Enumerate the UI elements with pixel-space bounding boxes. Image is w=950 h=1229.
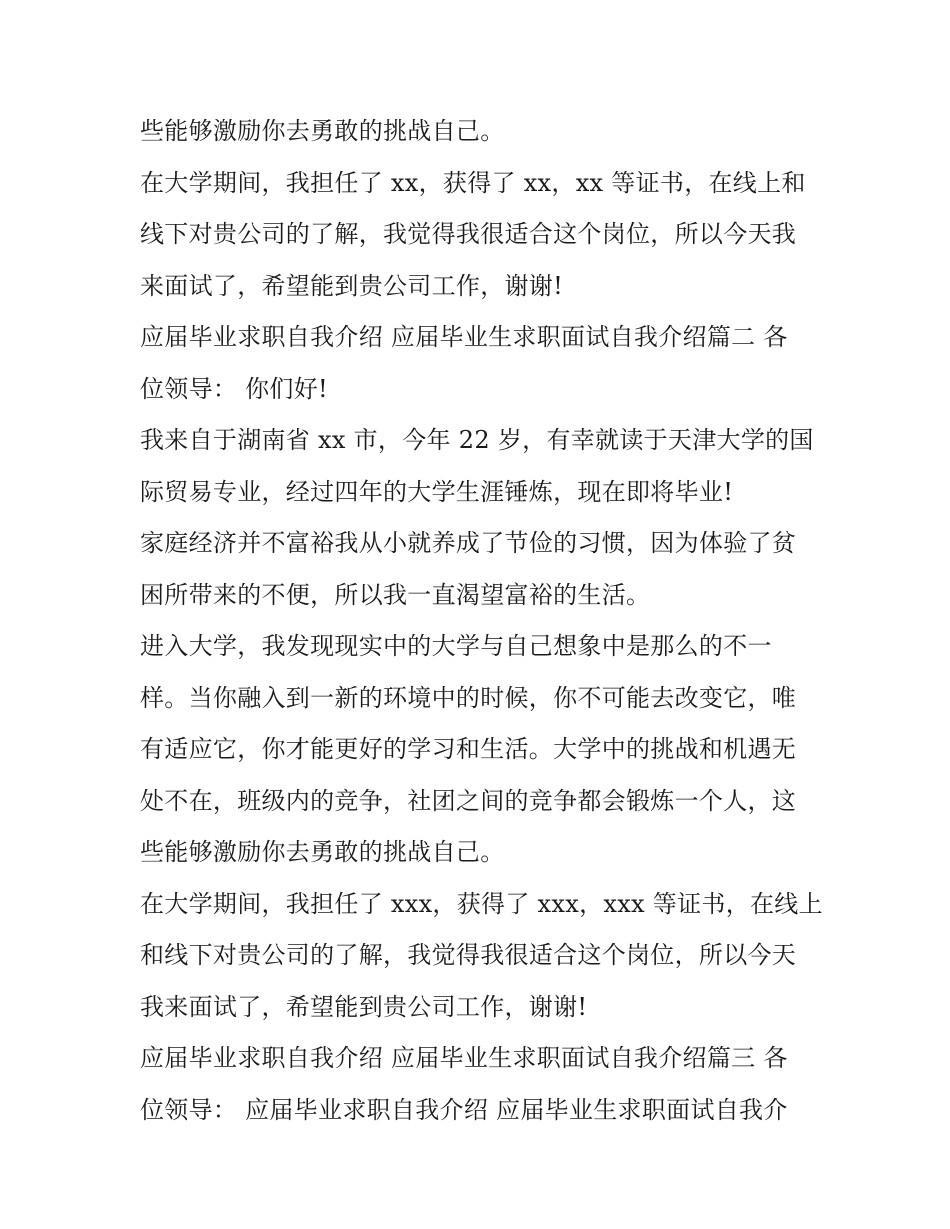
text-line: 样。当你融入到一新的环境中的时候，你不可能去改变它，唯 <box>140 683 797 712</box>
text-line: 线下对贵公司的了解，我觉得我很适合这个岗位，所以今天我 <box>140 220 797 248</box>
text-line: 些能够激励你去勇敢的挑战自己。 <box>140 838 505 866</box>
text-line: 际贸易专业，经过四年的大学生涯锤炼，现在即将毕业! <box>140 477 734 506</box>
text-line: 应届毕业求职自我介绍 应届毕业生求职面试自我介绍篇三 各 <box>140 1044 788 1072</box>
document-body <box>140 106 823 1136</box>
text-line: 应届毕业求职自我介绍 应届毕业生求职面试自我介绍篇二 各 <box>140 323 788 351</box>
text-line: 困所带来的不便，所以我一直渴望富裕的生活。 <box>140 580 651 609</box>
text-line: 进入大学，我发现现实中的大学与自己想象中是那么的不一 <box>140 632 772 660</box>
text-line: 来面试了，希望能到贵公司工作，谢谢! <box>140 271 564 300</box>
text-line: 我来自于湖南省 xx 市，今年 22 岁，有幸就读于天津大学的国 <box>140 426 814 454</box>
text-line: 我来面试了，希望能到贵公司工作，谢谢! <box>140 992 588 1021</box>
text-line: 和线下对贵公司的了解，我觉得我很适合这个岗位，所以今天 <box>140 941 797 969</box>
text-line: 有适应它，你才能更好的学习和生活。大学中的挑战和机遇无 <box>140 735 797 763</box>
text-line: 位领导： 你们好! <box>140 374 328 403</box>
text-line: 在大学期间，我担任了 xx，获得了 xx，xx 等证书，在线上和 <box>140 168 806 197</box>
text-line: 位领导： 应届毕业求职自我介绍 应届毕业生求职面试自我介 <box>140 1095 788 1124</box>
text-line: 些能够激励你去勇敢的挑战自己。 <box>140 117 505 145</box>
text-line: 家庭经济并不富裕我从小就养成了节俭的习惯，因为体验了贫 <box>140 529 797 557</box>
text-line: 处不在，班级内的竞争，社团之间的竞争都会锻炼一个人，这 <box>140 786 797 815</box>
text-line: 在大学期间，我担任了 xxx，获得了 xxx，xxx 等证书，在线上 <box>140 889 823 918</box>
